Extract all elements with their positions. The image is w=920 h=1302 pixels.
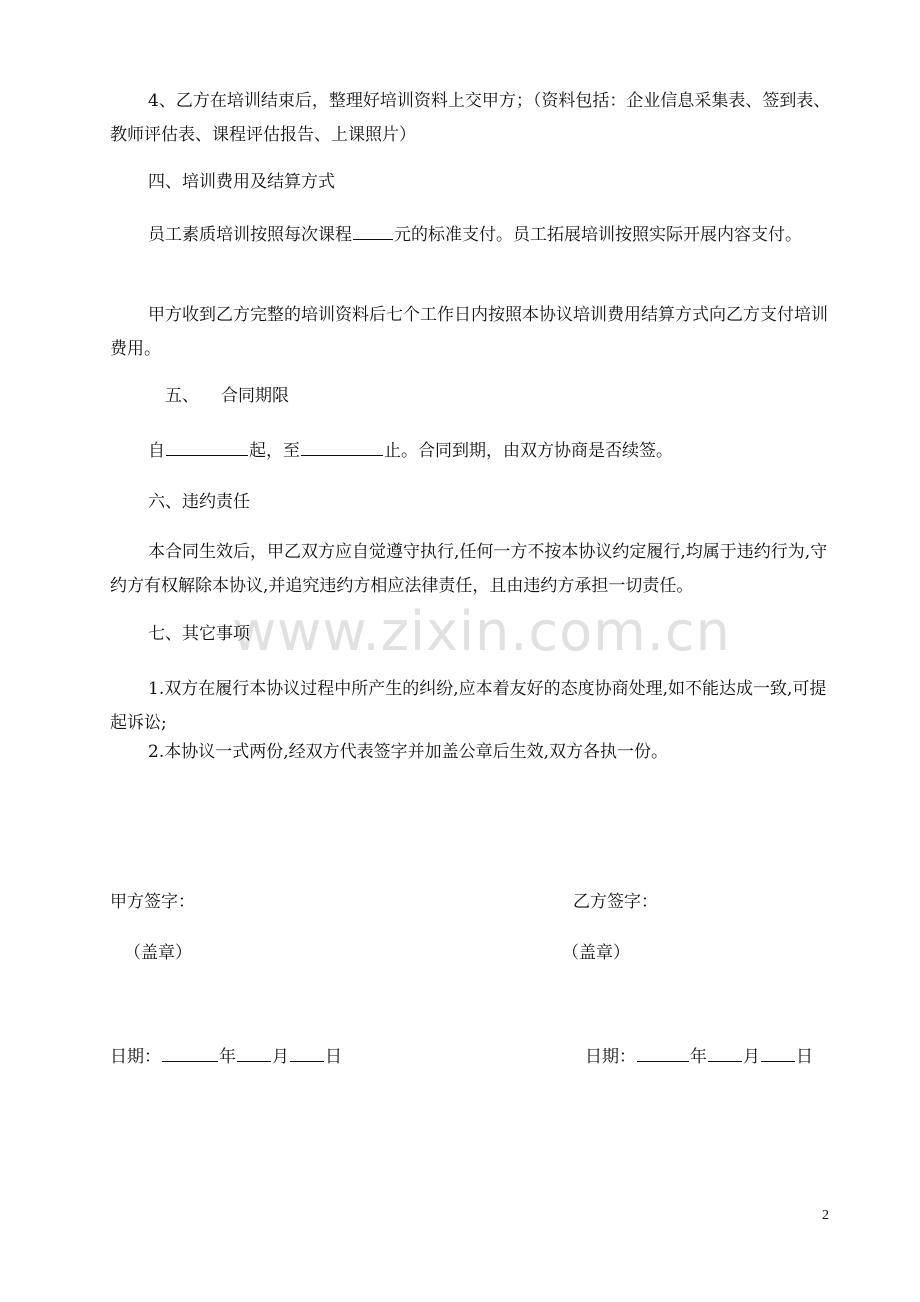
date-label: 日期：: [585, 1047, 636, 1067]
party-a-date-line: [110, 1044, 342, 1069]
month-label: 月: [272, 1047, 289, 1067]
fee-text-before: 员工素质培训按照每次课程: [148, 225, 352, 245]
section-7-heading: 七、其它事项: [148, 624, 250, 644]
page-number: 2: [822, 1208, 829, 1223]
day-label: 日: [325, 1047, 342, 1067]
contract-term-line: [148, 438, 673, 463]
month-blank: [237, 1044, 271, 1062]
payment-paragraph: 甲方收到乙方完整的培训资料后七个工作日内按照本协议培训费用结算方式向乙方支付培训费用。: [110, 305, 828, 359]
day-label: 日: [796, 1047, 813, 1067]
party-b-signature-label: 乙方签字：: [573, 892, 658, 912]
start-date-blank: [166, 438, 248, 456]
fee-amount-blank: [353, 222, 393, 240]
item-2-paragraph: 2.本协议一式两份,经双方代表签字并加盖公章后生效,双方各执一份。: [148, 742, 669, 762]
end-date-blank: [301, 438, 383, 456]
date-label: 日期：: [110, 1047, 161, 1067]
fee-paragraph: [110, 218, 832, 252]
month-blank: [708, 1044, 742, 1062]
term-text-1: 自: [148, 441, 165, 461]
section-5-number: 五、: [165, 386, 199, 406]
fee-text-after: 元的标准支付。员工拓展培训按照实际开展内容支付。: [394, 225, 802, 245]
month-label: 月: [743, 1047, 760, 1067]
day-blank: [761, 1044, 795, 1062]
breach-paragraph: 本合同生效后，甲乙双方应自觉遵守执行,任何一方不按本协议约定履行,均属于违约行为,守约方有权解除本协议,并追究违约方相应法律责任，且由违约方承担一切责任。: [110, 542, 828, 596]
year-label: 年: [219, 1047, 236, 1067]
watermark: www.zixin.com.cn: [232, 600, 731, 663]
term-text-2: 起，至: [249, 441, 300, 461]
section-5-title: 合同期限: [221, 386, 289, 406]
term-text-3: 止。合同到期，由双方协商是否续签。: [384, 441, 673, 461]
item-1-paragraph: 1.双方在履行本协议过程中所产生的纠纷,应本着友好的态度协商处理,如不能达成一致,可提起诉讼;: [110, 679, 827, 733]
day-blank: [290, 1044, 324, 1062]
year-label: 年: [690, 1047, 707, 1067]
party-a-signature-label: 甲方签字：: [110, 892, 195, 912]
party-a-seal-label: （盖章）: [124, 943, 192, 963]
year-blank: [637, 1044, 689, 1062]
section-6-heading: 六、违约责任: [148, 492, 250, 512]
section-5-heading: [165, 384, 289, 408]
section-4-heading: 四、培训费用及结算方式: [148, 172, 335, 192]
party-b-seal-label: （盖章）: [562, 943, 630, 963]
year-blank: [162, 1044, 218, 1062]
clause-4-paragraph: 4、乙方在培训结束后，整理好培训资料上交甲方；（资料包括：企业信息采集表、签到表、教师评估表、课程评估报告、上课照片）: [110, 91, 831, 145]
party-b-date-line: [585, 1044, 813, 1069]
